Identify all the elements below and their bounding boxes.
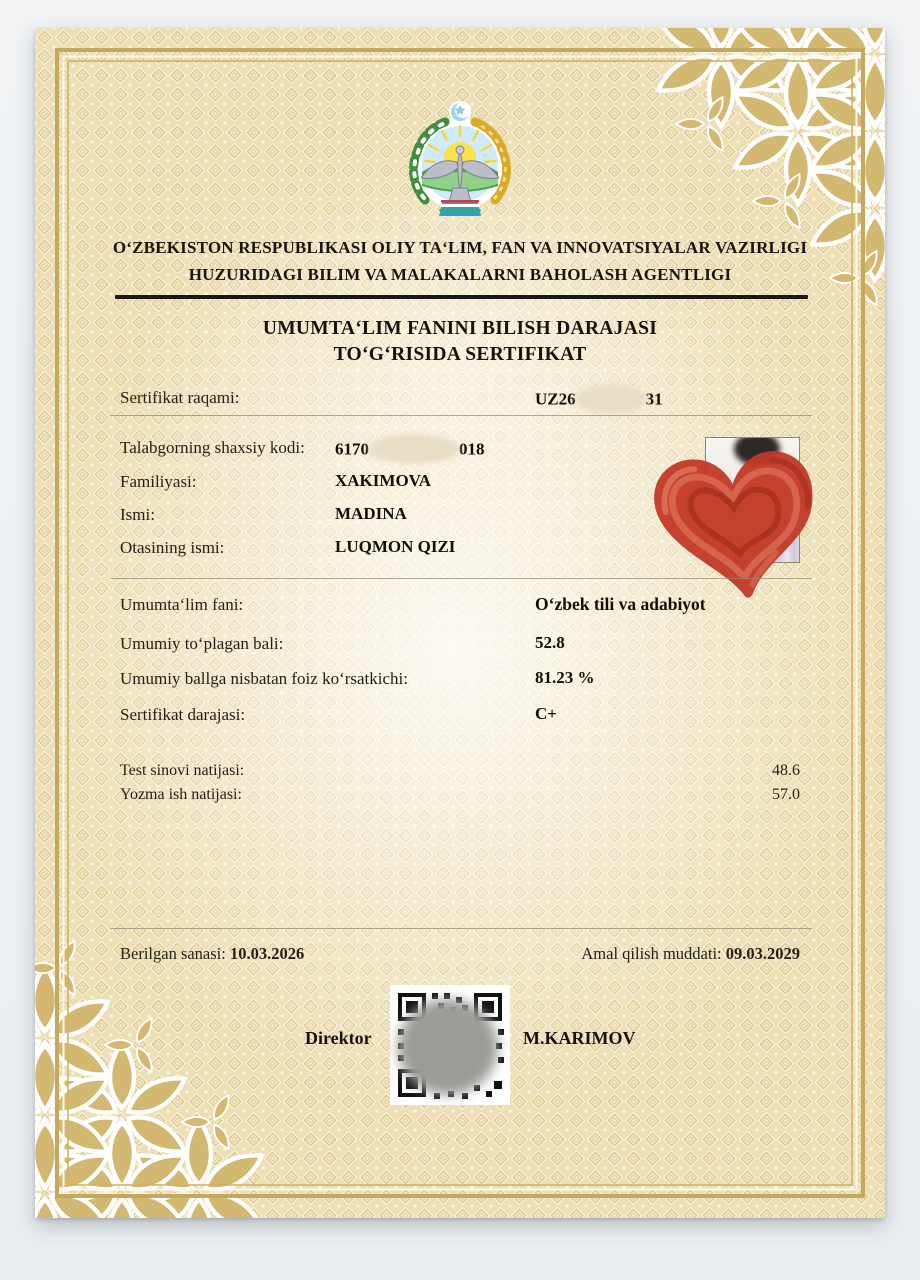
subject-row — [120, 595, 810, 619]
director-label: Direktor — [305, 1028, 372, 1048]
test-result-value: 48.6 — [772, 762, 800, 779]
redaction-blur — [578, 387, 644, 411]
certificate-number-value — [535, 387, 663, 414]
qr-redaction-blur — [398, 999, 498, 1095]
director-name: M.KARIMOV — [523, 1028, 636, 1048]
percent-value: 81.23 % — [535, 668, 595, 687]
total-score-label: Umumiy to‘plagan bali: — [120, 634, 284, 653]
patronymic-label: Otasining ismi: — [120, 538, 225, 557]
test-result-row — [120, 762, 800, 786]
subject-label: Umumta‘lim fani: — [120, 595, 244, 614]
certificate-title-line2: TO‘G‘RISIDA SERTIFIKAT — [333, 344, 587, 365]
certificate-title-line1: UMUMTA‘LIM FANINI BILISH DARAJASI — [262, 318, 658, 339]
subject-value: O‘zbek tili va adabiyot — [535, 594, 706, 614]
certificate-number-suffix: 31 — [645, 389, 663, 409]
certificate-number-prefix: UZ26 — [535, 389, 576, 409]
surname-value: XAKIMOVA — [335, 471, 432, 490]
separator-line — [110, 415, 812, 416]
certificate-title — [75, 316, 845, 368]
written-result-value: 57.0 — [772, 786, 800, 803]
percent-label: Umumiy ballga nisbatan foiz ko‘rsatkichi: — [120, 669, 408, 688]
grade-value: C+ — [535, 704, 557, 723]
given-name-label: Ismi: — [120, 505, 155, 524]
personal-code-suffix: 018 — [459, 439, 485, 459]
certificate-page — [35, 28, 885, 1218]
certificate-number-row — [120, 388, 810, 412]
personal-code-value — [335, 437, 485, 464]
issue-date-value: 10.03.2026 — [229, 944, 305, 963]
given-name-value: MADINA — [335, 504, 407, 523]
percent-row — [120, 669, 810, 693]
test-result-label: Test sinovi natijasi: — [120, 762, 245, 779]
personal-code-label: Talabgorning shaxsiy kodi: — [120, 438, 305, 457]
issue-date-label: Berilgan sanasi: — [120, 944, 226, 963]
validity-date-value: 09.03.2029 — [725, 944, 800, 963]
total-score-value: 52.8 — [535, 633, 565, 652]
certificate-number-label: Sertifikat raqami: — [120, 388, 240, 407]
separator-line — [110, 578, 812, 579]
surname-label: Familiyasi: — [120, 472, 197, 491]
total-score-row — [120, 634, 810, 658]
header-divider-rule — [115, 295, 808, 299]
issue-date — [120, 944, 304, 964]
patronymic-value: LUQMON QIZI — [335, 537, 456, 556]
written-result-row — [120, 786, 800, 810]
redaction-blur — [371, 437, 457, 461]
personal-code-prefix: 6170 — [335, 439, 369, 459]
agency-header-line2: HUZURIDAGI BILIM VA MALAKALARNI BAHOLASH AGENTLIGI — [188, 265, 732, 284]
agency-header — [75, 234, 845, 288]
uzbekistan-emblem-icon — [407, 100, 513, 218]
heart-scribble-icon — [643, 436, 828, 608]
written-result-label: Yozma ish natijasi: — [120, 786, 242, 803]
dates-row — [120, 944, 800, 968]
grade-row — [120, 705, 810, 729]
validity-label: Amal qilish muddati: — [581, 944, 722, 963]
qr-code — [390, 985, 510, 1105]
agency-header-line1: O‘ZBEKISTON RESPUBLIKASI OLIY TA‘LIM, FAN VA INNOVATSIYALAR VAZIRLIGI — [112, 238, 808, 257]
validity-date — [581, 944, 800, 964]
separator-line — [110, 928, 812, 929]
grade-label: Sertifikat darajasi: — [120, 705, 246, 724]
